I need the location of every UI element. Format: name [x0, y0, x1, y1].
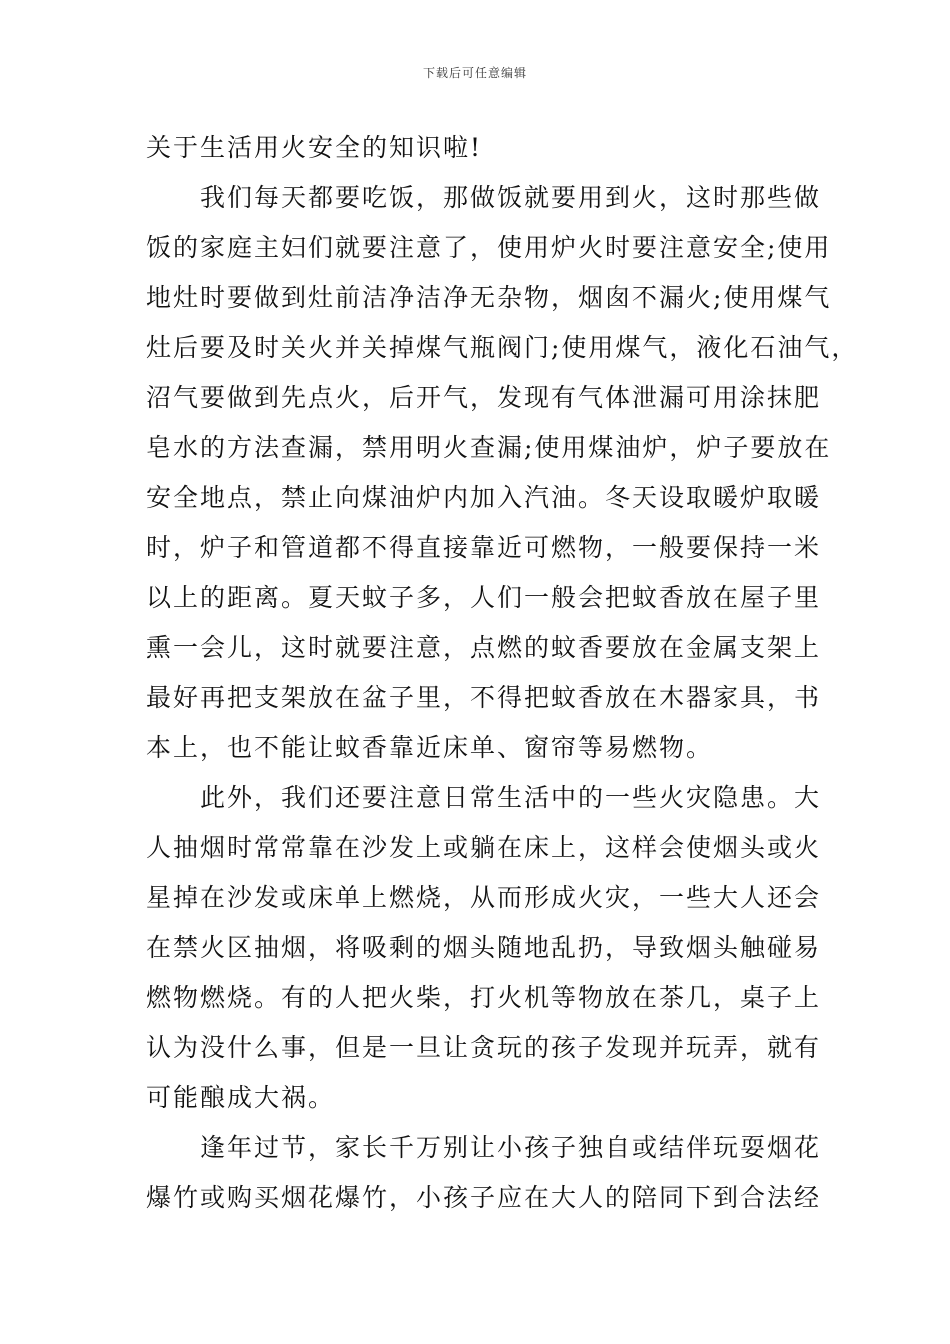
body-line: 地灶时要做到灶前洁净洁净无杂物，烟囱不漏火;使用煤气 [146, 283, 832, 312]
body-line: 皂水的方法查漏，禁用明火查漏;使用煤油炉，炉子要放在 [146, 433, 832, 462]
body-line: 爆竹或购买烟花爆竹，小孩子应在大人的陪同下到合法经 [146, 1183, 822, 1212]
body-line: 时，炉子和管道都不得直接靠近可燃物，一般要保持一米 [146, 533, 822, 562]
body-line: 此外，我们还要注意日常生活中的一些火灾隐患。大 [146, 783, 822, 812]
body-line: 以上的距离。夏天蚊子多，人们一般会把蚊香放在屋子里 [146, 583, 822, 612]
body-line: 星掉在沙发或床单上燃烧，从而形成火灾，一些大人还会 [146, 883, 822, 912]
body-line: 我们每天都要吃饭，那做饭就要用到火，这时那些做 [146, 183, 822, 212]
body-line: 饭的家庭主妇们就要注意了，使用炉火时要注意安全;使用 [146, 233, 832, 262]
body-line: 最好再把支架放在盆子里，不得把蚊香放在木器家具，书 [146, 683, 822, 712]
body-line: 沼气要做到先点火，后开气，发现有气体泄漏可用涂抹肥 [146, 383, 822, 412]
page-header-note: 下载后可任意编辑 [422, 66, 527, 80]
body-line: 关于生活用火安全的知识啦! [146, 133, 483, 162]
body-line: 认为没什么事，但是一旦让贪玩的孩子发现并玩弄，就有 [146, 1033, 822, 1062]
body-line: 逢年过节，家长千万别让小孩子独自或结伴玩耍烟花 [146, 1133, 822, 1162]
body-line: 安全地点，禁止向煤油炉内加入汽油。冬天设取暖炉取暖 [146, 483, 822, 512]
body-line: 在禁火区抽烟，将吸剩的烟头随地乱扔，导致烟头触碰易 [146, 933, 822, 962]
body-line: 灶后要及时关火并关掉煤气瓶阀门;使用煤气，液化石油气， [146, 333, 859, 362]
body-line: 熏一会儿，这时就要注意，点燃的蚊香要放在金属支架上 [146, 633, 822, 662]
body-line: 本上，也不能让蚊香靠近床单、窗帘等易燃物。 [146, 733, 714, 762]
body-line: 可能酿成大祸。 [146, 1083, 336, 1112]
body-line: 燃物燃烧。有的人把火柴，打火机等物放在茶几，桌子上 [146, 983, 822, 1012]
body-line: 人抽烟时常常靠在沙发上或躺在床上，这样会使烟头或火 [146, 833, 822, 862]
